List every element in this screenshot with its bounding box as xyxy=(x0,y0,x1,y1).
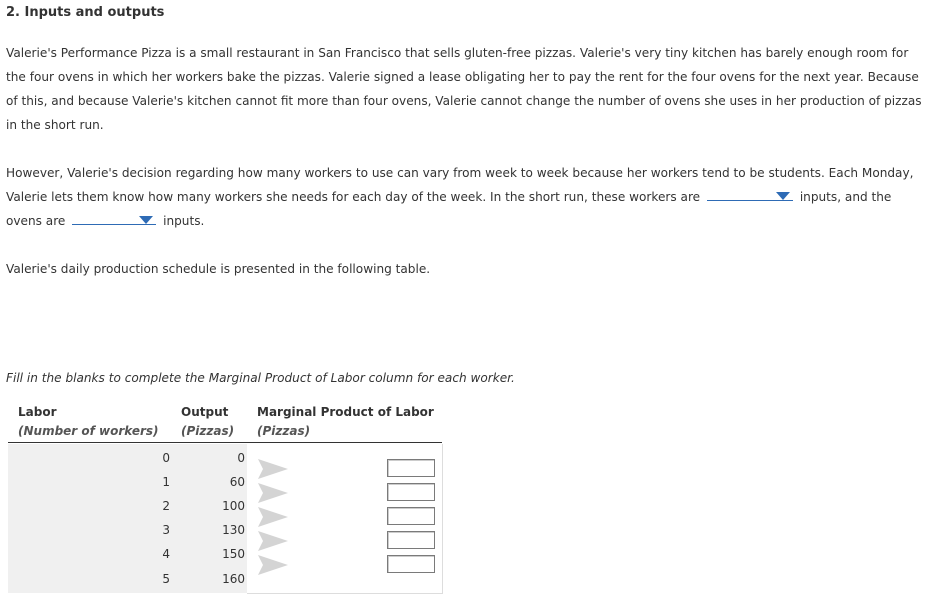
labor-cell: 4 xyxy=(162,547,170,561)
ovens-input-type-dropdown[interactable] xyxy=(72,210,156,225)
labor-cell: 0 xyxy=(162,451,170,465)
output-cell: 150 xyxy=(222,547,245,561)
output-cell: 160 xyxy=(222,572,245,586)
output-header xyxy=(181,403,234,441)
output-cell: 100 xyxy=(222,499,245,513)
output-header-sub: (Pizzas) xyxy=(181,424,235,438)
workers-text-middle: inputs, and the ovens are xyxy=(6,190,892,228)
workers-text-after: inputs. xyxy=(163,214,205,228)
workers-input-type-dropdown[interactable] xyxy=(707,186,793,201)
chevron-right-icon xyxy=(257,505,289,529)
output-cell: 130 xyxy=(222,523,245,537)
output-cell: 60 xyxy=(229,475,245,489)
schedule-intro: Valerie's daily production schedule is presented in the following table. xyxy=(6,262,431,276)
mpl-header-sub: (Pizzas) xyxy=(257,424,311,438)
chevron-right-icon xyxy=(257,481,289,505)
chevron-right-icon xyxy=(257,553,289,577)
output-header-label: Output xyxy=(181,405,229,419)
labor-cell: 1 xyxy=(162,475,170,489)
mpl-header-label: Marginal Product of Labor xyxy=(257,405,434,419)
section-title: 2. Inputs and outputs xyxy=(6,5,165,20)
labor-header-sub: (Number of workers) xyxy=(18,424,159,438)
labor-cell: 2 xyxy=(162,499,170,513)
mpl-header xyxy=(257,403,434,441)
intro-paragraph: Valerie's Performance Pizza is a small restaurant in San Francisco that sells gluten-free pizzas. Valerie's very tiny kitchen has barely enough room for the four ovens in which her workers bake the pizzas. Valerie signed a lease obligating her to pay the rent for the four ovens for the next year. Because of this, and because Valerie's kitchen cannot fit more than four ovens, Valerie cannot change the number of ovens she uses in her production of pizzas in the short run. xyxy=(6,46,922,132)
labor-cell: 3 xyxy=(162,523,170,537)
instruction-text: Fill in the blanks to complete the Marginal Product of Labor column for each worker. xyxy=(6,371,515,385)
mpl-input-worker-4[interactable] xyxy=(387,531,435,549)
labor-cell: 5 xyxy=(162,572,170,586)
chevron-right-icon xyxy=(257,529,289,553)
labor-header-label: Labor xyxy=(18,405,57,419)
mpl-input-worker-1[interactable] xyxy=(387,459,435,477)
header-divider xyxy=(8,442,442,443)
mpl-input-worker-3[interactable] xyxy=(387,507,435,525)
mpl-input-worker-5[interactable] xyxy=(387,555,435,573)
labor-header xyxy=(18,403,159,441)
chevron-down-icon xyxy=(776,192,790,200)
workers-text-before: However, Valerie's decision regarding how many workers to use can vary from week to week because her workers tend to be students. Each Monday, Valerie lets them know how many workers she needs for each day of the week. In the short run, these workers are xyxy=(6,166,914,204)
data-column-background xyxy=(8,444,247,593)
output-cell: 0 xyxy=(237,451,245,465)
mpl-input-worker-2[interactable] xyxy=(387,483,435,501)
workers-paragraph xyxy=(6,161,924,233)
chevron-down-icon xyxy=(139,216,153,224)
chevron-right-icon xyxy=(257,457,289,481)
